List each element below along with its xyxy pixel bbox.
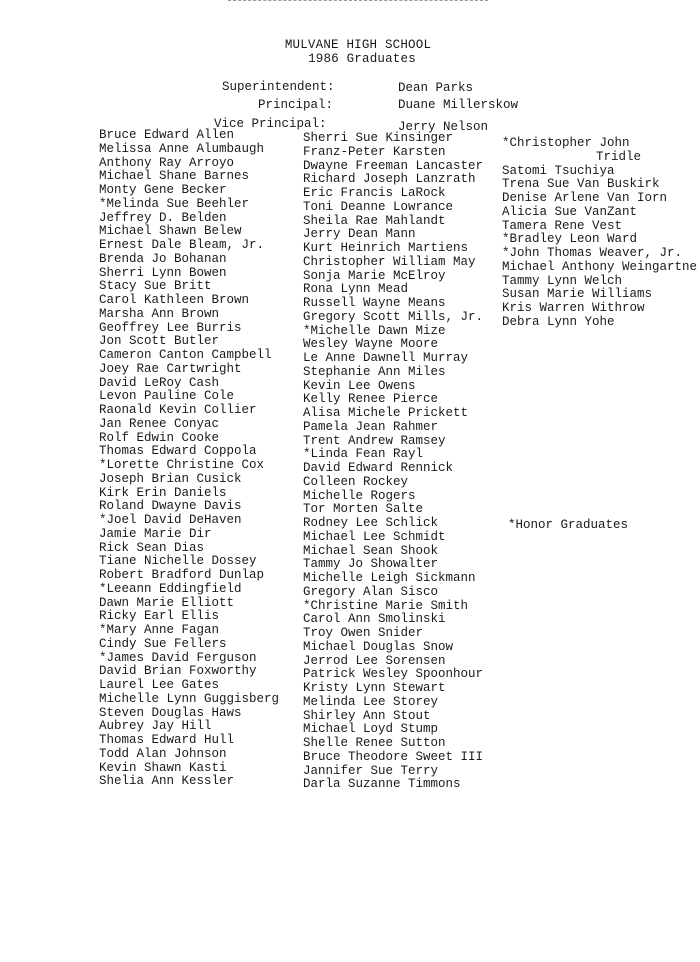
document-subtitle: 1986 Graduates [308,52,416,66]
graduate-name: Shirley Ann Stout [303,708,431,723]
graduate-name: Cameron Canton Campbell [99,348,272,362]
graduate-name: Sheila Rae Mahlandt [303,213,446,228]
graduate-name: Tammy Jo Showalter [303,557,439,572]
graduate-name: Steven Douglas Haws [99,705,242,720]
graduate-name: Kevin Lee Owens [303,378,416,393]
graduate-name: Dwayne Freeman Lancaster [303,158,484,173]
vice-principal-label: Vice Principal: [214,117,327,131]
graduate-name: *John Thomas Weaver, Jr. [502,246,683,260]
graduate-name: Raonald Kevin Collier [99,403,257,417]
graduate-name: Michael Shawn Belew [99,224,242,239]
graduate-name: Jon Scott Butler [99,334,220,349]
graduate-name: Marsha Ann Brown [99,306,220,321]
graduate-name: Michael Sean Shook [303,543,439,558]
graduate-name: Pamela Jean Rahmer [303,419,439,434]
graduate-name: Tammy Lynn Welch [502,273,623,288]
graduate-name: *Bradley Leon Ward [502,232,638,247]
graduate-name: Laurel Lee Gates [99,678,220,692]
graduate-name: Sherri Sue Kinsinger [303,131,454,145]
graduate-name: Rona Lynn Mead [303,282,409,297]
graduate-name: Rolf Edwin Cooke [99,430,220,445]
graduate-name: *Michelle Dawn Mize [303,323,446,338]
graduate-name: Denise Arlene Van Iorn [502,191,668,205]
graduate-name: Bruce Theodore Sweet III [303,749,484,764]
graduate-name: Michelle Leigh Sickmann [303,571,476,585]
graduate-name: Debra Lynn Yohe [502,314,615,329]
graduate-name: Kurt Heinrich Martiens [303,241,469,255]
graduate-name: *Joel David DeHaven [99,513,242,527]
graduate-name: Jerrod Lee Sorensen [303,653,446,668]
graduate-name: Michelle Rogers [303,488,416,503]
graduate-name: Bruce Edward Allen [99,128,235,142]
superintendent-name: Dean Parks [398,81,474,95]
graduate-name: Kelly Renee Pierce [303,392,439,407]
graduate-name: Alicia Sue VanZant [502,204,638,219]
graduate-name: Trent Andrew Ramsey [303,433,446,448]
principal-label: Principal: [258,98,334,112]
graduate-name: Michelle Lynn Guggisberg [99,691,280,706]
graduate-name: Toni Deanne Lowrance [303,199,454,214]
graduate-name: Joey Rae Cartwright [99,361,242,376]
graduate-name: Joseph Brian Cusick [99,471,242,486]
graduate-name: *Leeann Eddingfield [99,581,242,596]
graduate-name: Geoffrey Lee Burris [99,320,242,335]
graduate-name: Kris Warren Withrow [502,301,645,315]
graduate-name: Rodney Lee Schlick [303,516,439,530]
graduate-name: Tridle [596,149,642,164]
graduate-name: Trena Sue Van Buskirk [502,177,660,192]
graduate-name: *Melinda Sue Beehler [99,196,250,211]
graduate-name: Robert Bradford Dunlap [99,568,265,582]
graduate-name: Richard Joseph Lanzrath [303,172,476,187]
graduate-name: Satomi Tsuchiya [502,163,615,178]
graduate-name: Jeffrey D. Belden [99,210,227,225]
graduate-name: Carol Kathleen Brown [99,293,250,307]
graduate-name: Sherri Lynn Bowen [99,265,227,280]
graduate-name: Monty Gene Becker [99,183,227,197]
graduate-list-column-2 [303,132,483,792]
graduate-name: Rick Sean Dias [99,540,205,555]
graduate-name: Melinda Lee Storey [303,694,439,709]
graduate-name: Roland Dwayne Davis [99,499,242,514]
graduate-name: Michael Douglas Snow [303,639,454,654]
graduate-name: Shelia Ann Kessler [99,774,235,789]
graduate-name: Christopher William May [303,254,476,269]
vice-principal-name: Jerry Nelson [398,120,489,134]
graduate-name: Jan Renee Conyac [99,416,220,431]
graduate-name: Thomas Edward Coppola [99,444,257,459]
graduate-name: Gregory Alan Sisco [303,584,439,599]
graduate-name: Alisa Michele Prickett [303,406,469,420]
superintendent-label: Superintendent: [222,80,335,94]
graduate-name: Kristy Lynn Stewart [303,681,446,695]
graduate-name: David LeRoy Cash [99,375,220,390]
graduate-list-column-3 [502,137,697,330]
graduate-name: Michael Shane Barnes [99,169,250,184]
graduate-name: Kirk Erin Daniels [99,485,227,500]
graduate-name: *Mary Anne Fagan [99,623,220,637]
graduate-name: Dawn Marie Elliott [99,595,235,610]
graduate-name: Susan Marie Williams [502,287,653,302]
graduate-name: Tor Morten Salte [303,502,424,517]
graduate-name: Jerry Dean Mann [303,227,416,242]
graduate-name: Carol Ann Smolinski [303,612,446,627]
graduate-name: Troy Owen Snider [303,626,424,640]
graduate-name: *Linda Fean Rayl [303,447,424,462]
graduate-name: Michael Loyd Stump [303,722,439,737]
graduate-list-column-1 [99,129,279,789]
graduate-name: Kevin Shawn Kasti [99,760,227,775]
graduate-name: Russell Wayne Means [303,296,446,310]
graduate-name: Aubrey Jay Hill [99,719,212,734]
graduate-name: Melissa Anne Alumbaugh [99,141,265,156]
graduate-name: Brenda Jo Bohanan [99,251,227,266]
graduate-name: Tiane Nichelle Dossey [99,554,257,569]
graduate-name: Sonja Marie McElroy [303,268,446,283]
graduate-name: Gregory Scott Mills, Jr. [303,309,484,324]
graduate-name: *James David Ferguson [99,650,257,665]
graduate-name: Todd Alan Johnson [99,746,227,761]
honor-graduates-note: *Honor Graduates [508,518,629,532]
graduate-name: Ricky Earl Ellis [99,609,220,624]
graduate-name: Ernest Dale Bleam, Jr. [99,238,265,252]
graduate-name: *Lorette Christine Cox [99,458,265,472]
graduate-name: Colleen Rockey [303,474,409,489]
graduate-name: Stacy Sue Britt [99,279,212,294]
graduate-name: Thomas Edward Hull [99,733,235,747]
graduate-name: Michael Lee Schmidt [303,529,446,544]
graduate-name: Jamie Marie Dir [99,526,212,541]
graduate-name: Tamera Rene Vest [502,218,623,233]
graduate-name: Jannifer Sue Terry [303,763,439,778]
graduate-name: Shelle Renee Sutton [303,736,446,750]
graduate-name: Eric Francis LaRock [303,186,446,200]
graduate-name: Michael Anthony Weingartne [502,259,698,274]
graduate-name: Le Anne Dawnell Murray [303,351,469,365]
graduate-name: *Christine Marie Smith [303,598,469,613]
school-title: MULVANE HIGH SCHOOL [284,38,432,52]
graduate-name: David Edward Rennick [303,461,454,475]
graduate-name: Franz-Peter Karsten [303,144,446,159]
graduate-name: Patrick Wesley Spoonhour [303,667,484,682]
graduate-name: Darla Suzanne Timmons [303,777,461,792]
graduate-name: Stephanie Ann Miles [303,364,446,379]
graduate-name: *Christopher John [502,136,630,150]
scan-edge-marks [228,0,488,5]
principal-name: Duane Millerskow [398,98,519,112]
graduate-name: Wesley Wayne Moore [303,337,439,352]
graduate-name: Levon Pauline Cole [99,389,235,404]
graduate-name: Cindy Sue Fellers [99,636,227,651]
graduate-name: David Brian Foxworthy [99,664,257,679]
graduate-name: Anthony Ray Arroyo [99,155,235,170]
